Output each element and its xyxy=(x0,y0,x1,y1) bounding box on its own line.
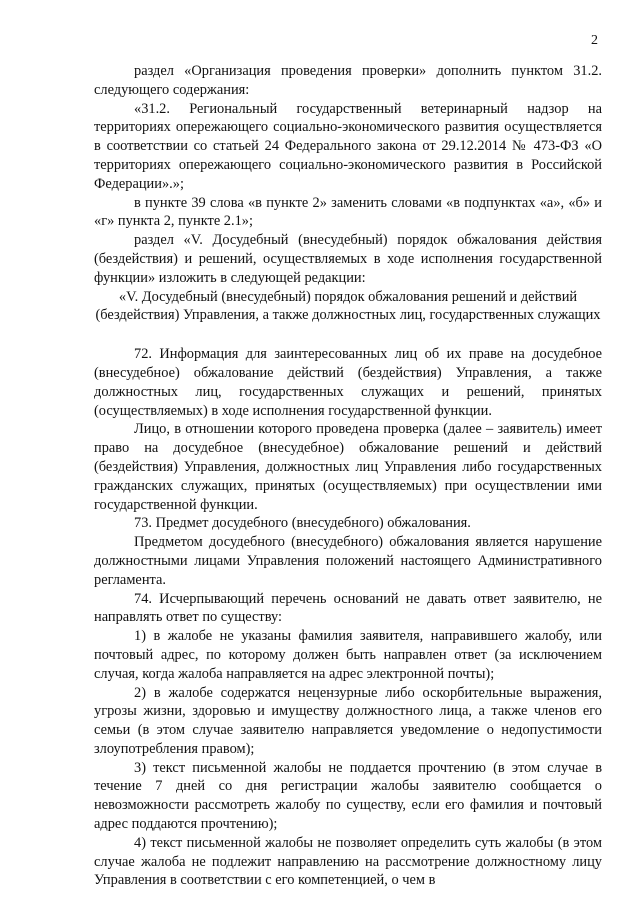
paragraph-31-2-text: «31.2. Региональный государственный ветеринарный надзор на территориях опережающего социально-экономического развития осуществляется в соответствии со статьей 24 Федерального закона от 29.12.2014 № 473-ФЗ «О территориях опережающего социально-экономического развития в Российской Федерации».»; xyxy=(94,100,602,192)
paragraph-subject-of-appeal: Предметом досудебного (внесудебного) обжалования является нарушение должностными лицами Управления положений настоящего Административного регламента. xyxy=(94,534,602,588)
paragraph-72: 72. Информация для заинтересованных лиц об их праве на досудебное (внесудебное) обжалование действий (бездействия) Управления, а также должностных лиц, государственных служащих и решений, принятых (осуществляемых) в ходе исполнения государственной функции. xyxy=(94,346,602,419)
paragraph-item-39-change: в пункте 39 слова «в пункте 2» заменить словами «в подпунктах «а», «б» и «г» пункта 2, пункте 2.1»; xyxy=(94,194,602,230)
section-v-heading: «V. Досудебный (внесудебный) порядок обжалования решений и действий (бездействия) Управления, а также должностных лиц, государственных служащих xyxy=(95,288,601,324)
list-item-74-2: 2) в жалобе содержатся нецензурные либо оскорбительные выражения, угрозы жизни, здоровью и имуществу должностного лица, а также членов его семьи (в этом случае заявителю направляется уведомление о недопустимости злоупотребления правом); xyxy=(94,684,602,757)
list-item-74-4: 4) текст письменной жалобы не позволяет определить суть жалобы (в этом случае жалоба не подлежит направлению на рассмотрение должностному лицу Управления в соответствии с его компетенцией, о чем в xyxy=(94,834,602,889)
spacer xyxy=(94,325,602,345)
paragraph-74: 74. Исчерпывающий перечень оснований не давать ответ заявителю, не направлять ответ по существу: xyxy=(94,590,602,626)
paragraph-add-section-31-2: раздел «Организация проведения проверки» дополнить пунктом 31.2. следующего содержания: xyxy=(94,63,602,98)
paragraph-73: 73. Предмет досудебного (внесудебного) обжалования. xyxy=(134,515,471,532)
list-item-74-1: 1) в жалобе не указаны фамилия заявителя, направившего жалобу, или почтовый адрес, по которому должен быть направлен ответ (за исключением случая, когда жалоба направляется на адрес электронной почты); xyxy=(94,628,602,682)
list-item-74-3: 3) текст письменной жалобы не поддается прочтению (в этом случае в течение 7 дней со дня регистрации жалобы заявителю сообщается о невозможности рассмотреть жалобу по существу, если его фамилия и почтовый адрес поддаются прочтению); xyxy=(94,759,602,833)
paragraph-section-v-replace: раздел «V. Досудебный (внесудебный) порядок обжалования действия (бездействия) и решений, осуществляемых в ходе исполнения государственной функции» изложить в следующей редакции: xyxy=(94,232,602,286)
page-number: 2 xyxy=(591,33,598,48)
document-body xyxy=(94,0,602,890)
paragraph-applicant-rights: Лицо, в отношении которого проведена проверка (далее – заявитель) имеет право на досудебное (внесудебное) обжалование решений и действий (бездействия) Управления, должностных лиц Управления либо государственных гражданских служащих, принятых (осуществляемых) при осуществлении ими государственной функции. xyxy=(94,421,602,513)
